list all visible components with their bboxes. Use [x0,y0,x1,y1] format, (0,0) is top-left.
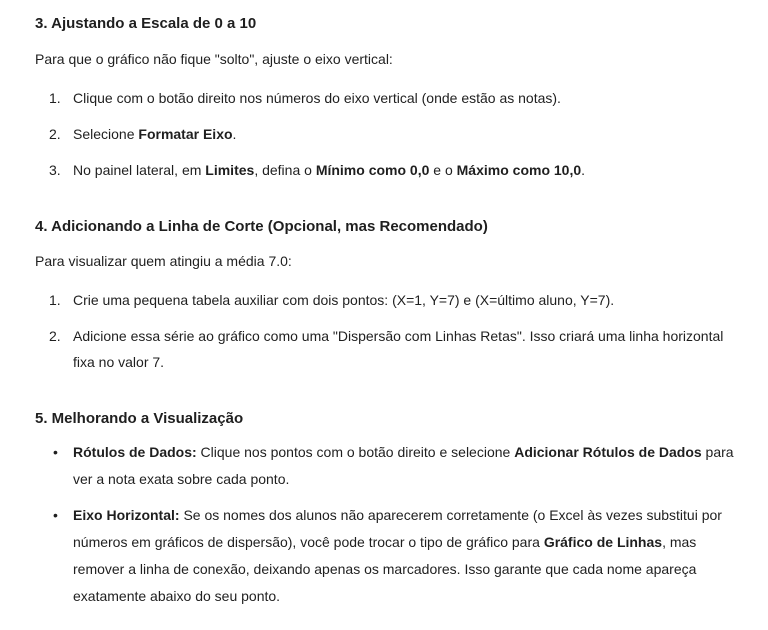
list-item [35,287,735,313]
text-run: Selecione [73,126,139,142]
text-run: Crie uma pequena tabela auxiliar com dois pontos: (X=1, Y=7) e (X=último aluno, Y=7). [73,292,615,308]
section-5-heading: 5. Melhorando a Visualização [35,410,244,427]
bold-text: Máximo como 10,0 [456,162,582,178]
bold-text: Formatar Eixo [138,126,233,142]
text-run: No painel lateral, em [73,162,206,178]
list-number: 2. [49,126,61,142]
bold-text: Eixo Horizontal: [73,507,180,523]
text-run: . [581,162,586,178]
text-run: , mas remover a linha de conexão, deixando apenas os marcadores. Isso garante que cada nome apareça exatamente abaixo do seu ponto. [73,534,697,604]
bullet-icon: • [53,444,58,460]
text-run: Clique nos pontos com o botão direito e selecione [196,444,515,460]
text-run: Adicione essa série ao gráfico como uma "Dispersão com Linhas Retas". Isso criará uma linha horizontal fixa no valor 7. [73,328,724,370]
bold-text: Limites [205,162,255,178]
section-3-heading: 3. Ajustando a Escala de 0 a 10 [35,15,257,32]
list-number: 3. [49,162,61,178]
section-3-intro: Para que o gráfico não fique "solto", ajuste o eixo vertical: [35,51,393,67]
bullet-icon: • [53,507,58,523]
list-number: 1. [49,90,61,106]
bold-text: Mínimo como 0,0 [315,162,430,178]
text-run: . [232,126,237,142]
list-number: 1. [49,292,61,308]
text-run: Se os nomes dos alunos não aparecerem corretamente (o Excel às vezes substitui por números em gráficos de dispersão), você pode trocar o tipo de gráfico para [73,507,722,550]
text-run: , defina o [254,162,316,178]
list-item [35,439,735,493]
text-run: para ver a nota exata sobre cada ponto. [73,444,734,487]
bold-text: Adicionar Rótulos de Dados [514,444,702,460]
bold-text: Rótulos de Dados: [73,444,197,460]
section-4-steps [35,287,735,375]
text-run: Clique com o botão direito nos números do eixo vertical (onde estão as notas). [73,90,561,106]
list-item [35,157,735,183]
bold-text: Gráfico de Linhas [543,534,663,550]
list-item [35,323,735,375]
list-item [35,85,735,111]
list-number: 2. [49,328,61,344]
section-5-tips [35,439,735,610]
section-4-heading: 4. Adicionando a Linha de Corte (Opcional, mas Recomendado) [35,218,488,235]
section-4-intro: Para visualizar quem atingiu a média 7.0: [35,253,292,269]
list-item [35,121,735,147]
text-run: e o [429,162,457,178]
section-3-steps [35,85,735,193]
list-item [35,502,735,610]
